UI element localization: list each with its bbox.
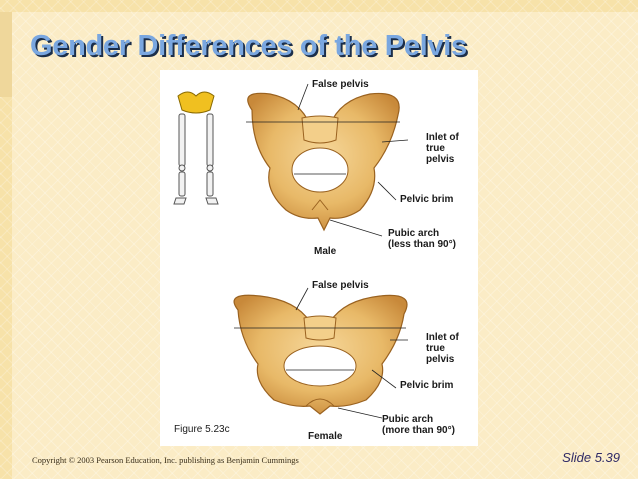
figure-caption: Figure 5.23c — [174, 424, 230, 435]
slide-title: Gender Differences of the Pelvis — [30, 30, 467, 62]
male-inlet-label: Inlet of true pelvis — [426, 132, 459, 165]
female-inlet-label: Inlet of true pelvis — [426, 332, 459, 365]
slide-number: Slide 5.39 — [562, 450, 620, 465]
left-accent-band — [0, 12, 12, 97]
male-pelvic-brim-label: Pelvic brim — [400, 194, 454, 205]
male-pubic-arch-label: Pubic arch (less than 90°) — [388, 228, 456, 250]
copyright-notice: Copyright © 2003 Pearson Education, Inc. publishing as Benjamin Cummings — [32, 455, 299, 465]
female-pelvic-brim-label: Pelvic brim — [400, 380, 454, 391]
male-pelvis — [246, 93, 400, 230]
female-false-pelvis-label: False pelvis — [312, 280, 369, 291]
skeleton-thumbnail — [174, 92, 218, 204]
female-pubic-arch-label: Pubic arch (more than 90°) — [382, 414, 455, 436]
male-sex-label: Male — [314, 246, 337, 257]
male-false-pelvis-label: False pelvis — [312, 79, 369, 90]
female-sex-label: Female — [308, 431, 343, 442]
pelvis-figure — [160, 70, 478, 446]
female-pelvis — [234, 295, 407, 414]
